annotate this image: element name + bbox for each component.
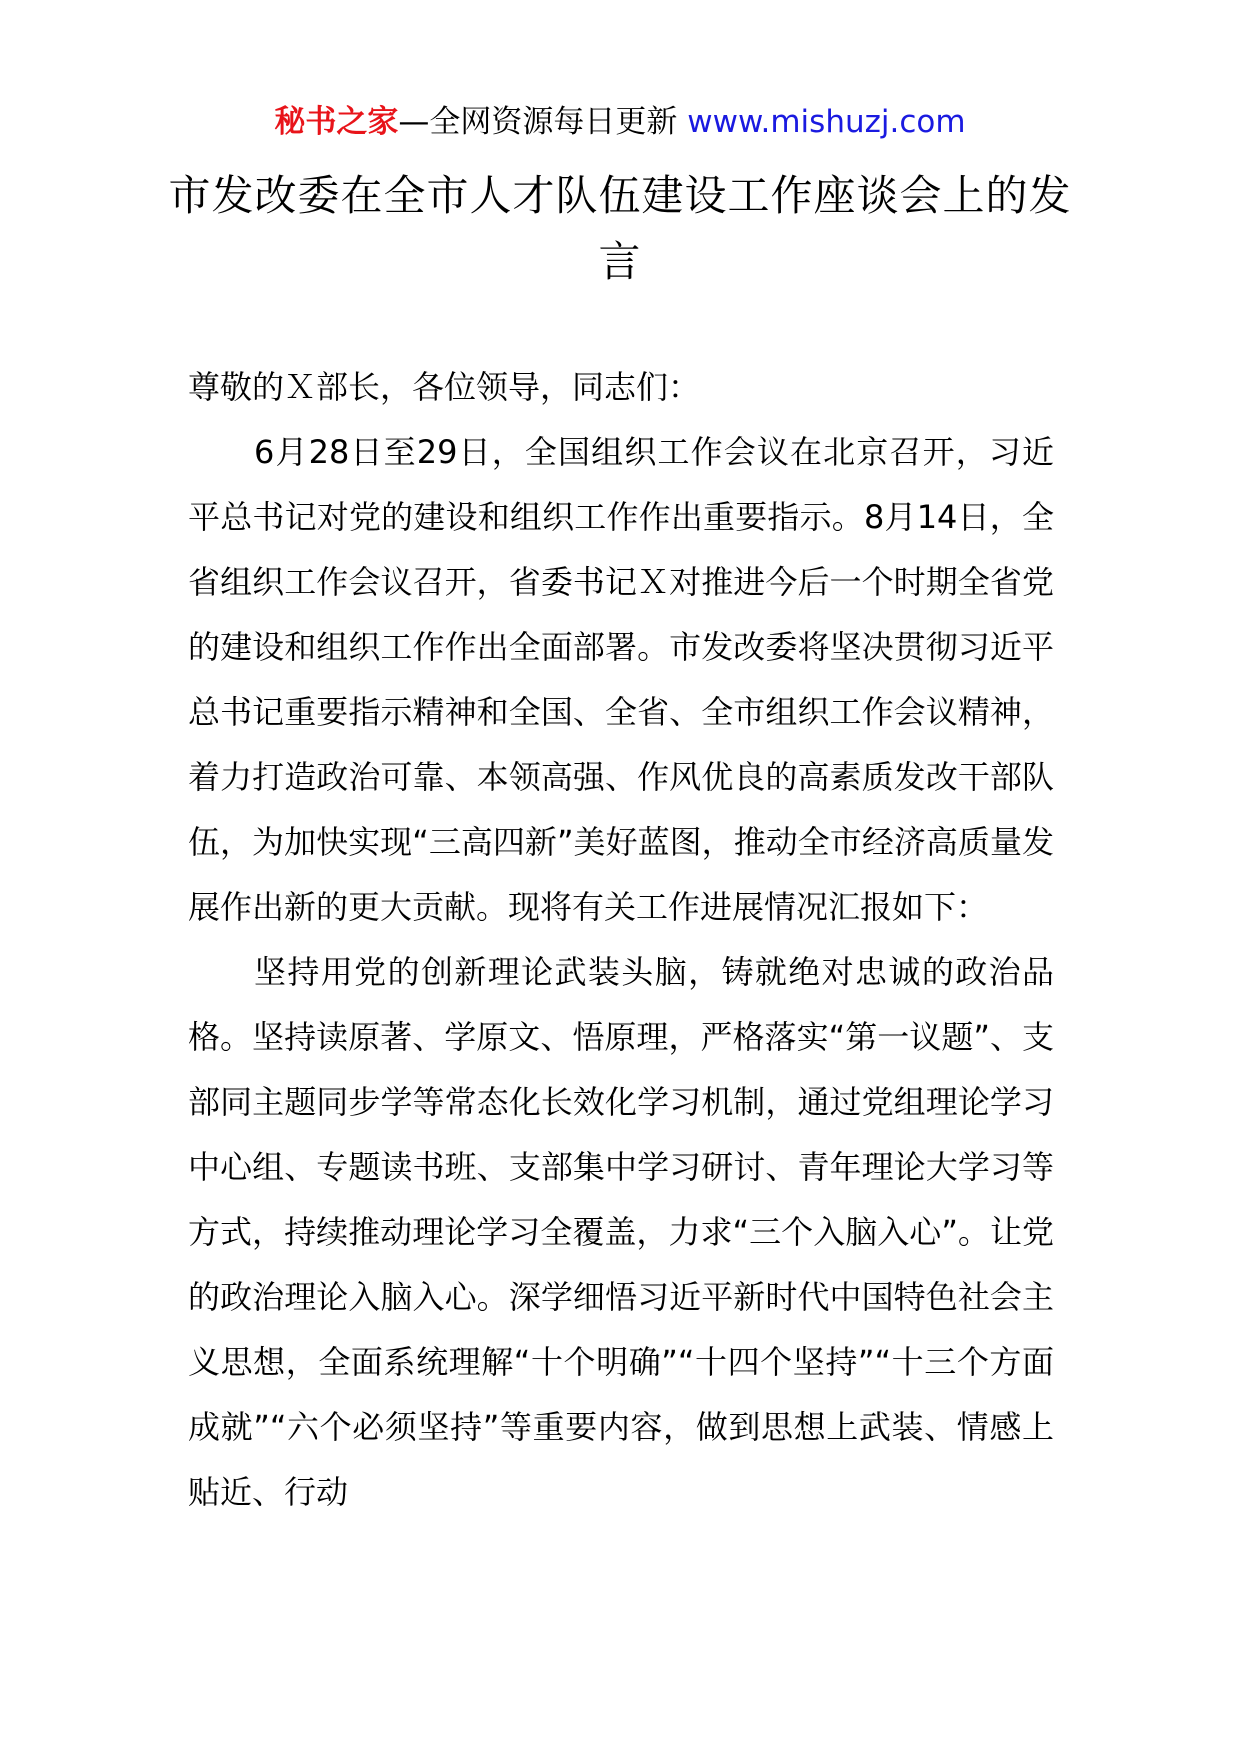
header-url[interactable]: www.mishuzj.com <box>687 104 966 140</box>
brand-name: 秘书之家 <box>274 104 399 140</box>
paragraph: 坚持用党的创新理论武装头脑，铸就绝对忠诚的政治品格。坚持读原著、学原文、悟原理，严格落实“第一议题”、支部同主题同步学等常态化长效化学习机制，通过党组理论学习中心组、专题读书班、支部集中学习研讨、青年理论大学习等方式，持续推动理论学习全覆盖，力求“三个入脑入心”。让党的政治理论入脑入心。深学细悟习近平新时代中国特色社会主义思想，全面系统理解“十个明确”“十四个坚持”“十三个方面成就”“六个必须坚持”等重要内容，做到思想上武装、情感上贴近、行动 <box>188 953 1054 1511</box>
header-tagline: —全网资源每日更新 <box>398 104 688 140</box>
salutation: 尊敬的Ｘ部长，各位领导，同志们： <box>188 368 701 406</box>
site-header <box>0 100 1240 144</box>
document-title: 市发改委在全市人才队伍建设工作座谈会上的发言 <box>168 171 1072 286</box>
paragraph: 6月28日至29日，全国组织工作会议在北京召开，习近平总书记对党的建设和组织工作作出重要指示。8月14日，全省组织工作会议召开，省委书记Ｘ对推进今后一个时期全省党的建设和组织工作作出全面部署。市发改委将坚决贯彻习近平总书记重要指示精神和全国、全省、全市组织工作会议精神，着力打造政治可靠、本领高强、作风优良的高素质发改干部队伍，为加快实现“三高四新”美好蓝图，推动全市经济高质量发展作出新的更大贡献。现将有关工作进展情况汇报如下： <box>188 433 1054 926</box>
document-body <box>188 355 1054 1525</box>
